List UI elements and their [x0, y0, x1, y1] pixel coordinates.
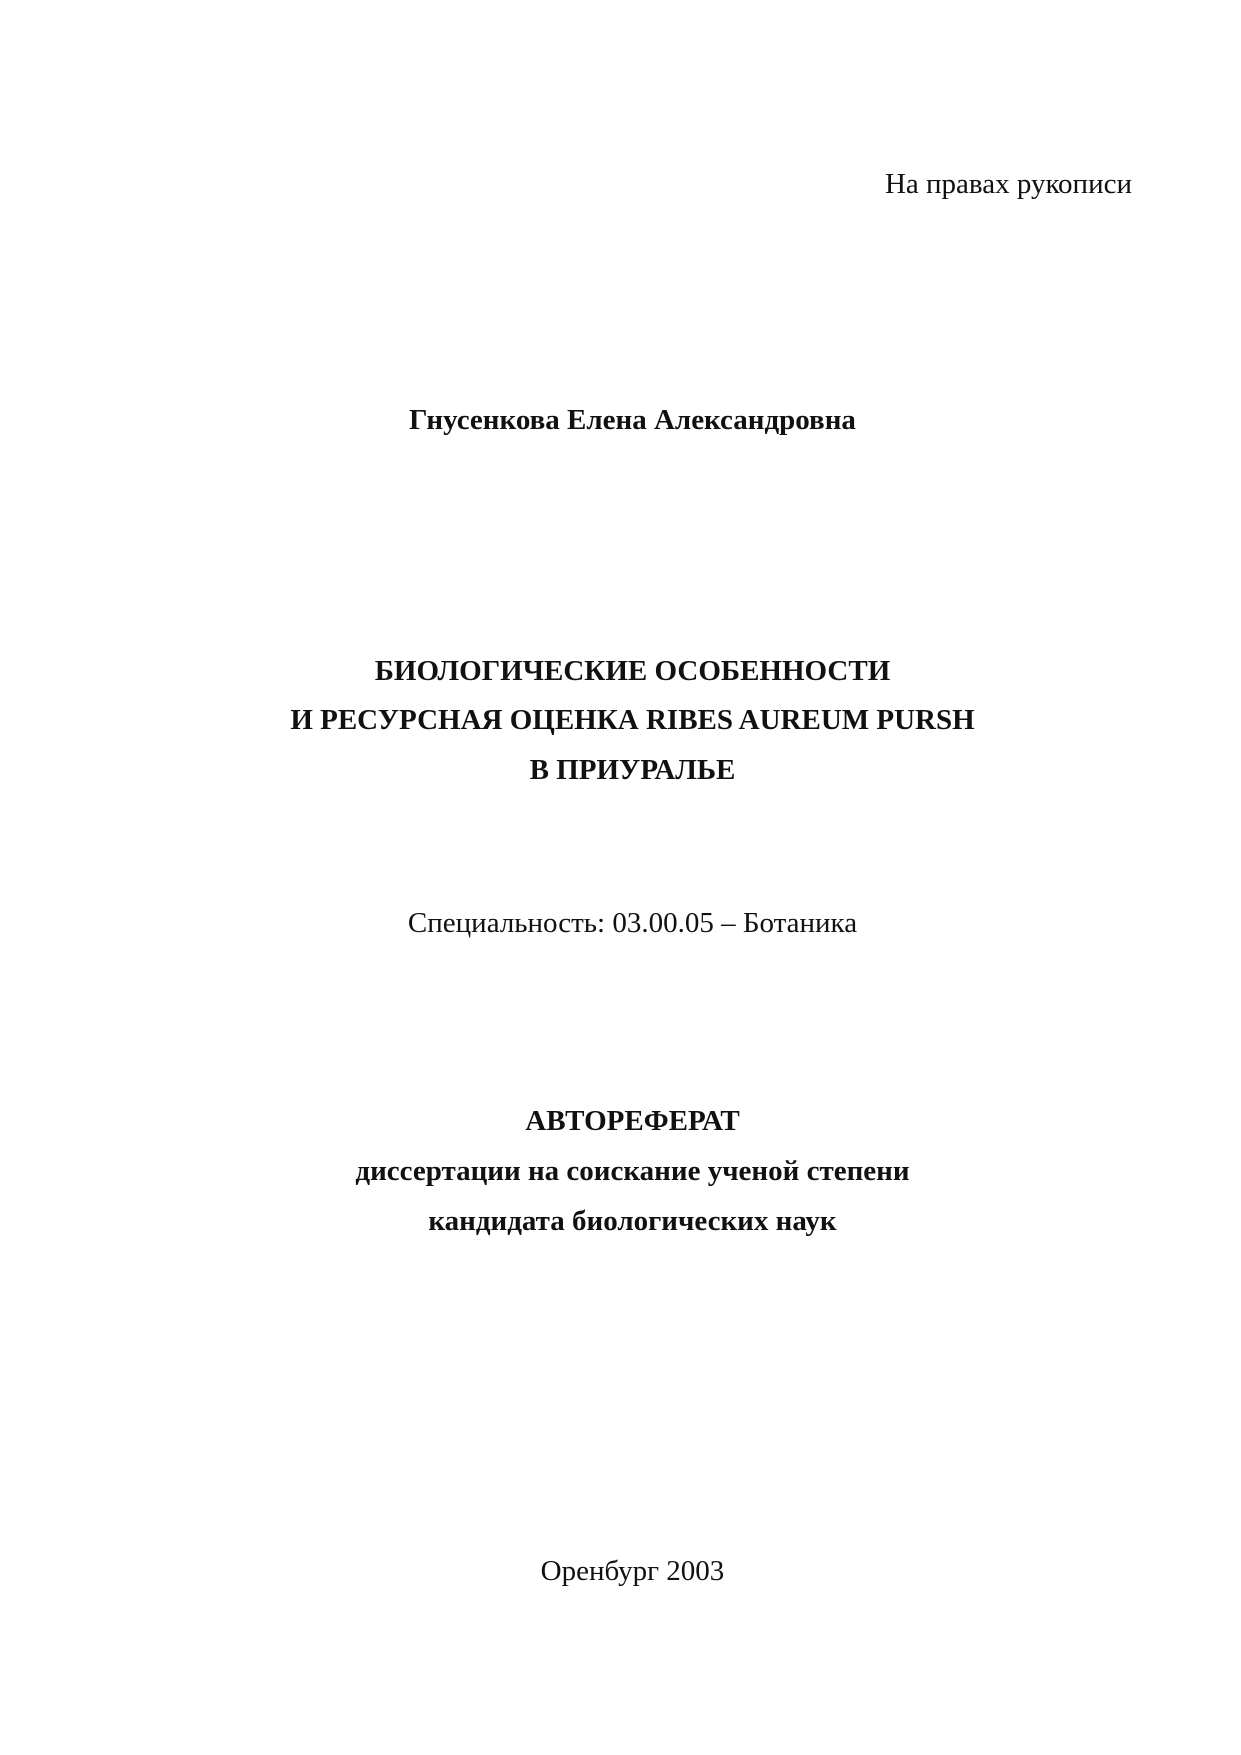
- author-name: Гнусенкова Елена Александровна: [409, 404, 856, 436]
- abstract-subtitle-line-1: диссертации на соискание ученой степени: [355, 1155, 910, 1187]
- title-line-1: БИОЛОГИЧЕСКИЕ ОСОБЕННОСТИ: [374, 655, 891, 687]
- city-year: Оренбург 2003: [540, 1555, 725, 1587]
- manuscript-rights-note: На правах рукописи: [884, 168, 1132, 200]
- specialty-line: Специальность: 03.00.05 – Ботаника: [407, 907, 858, 939]
- title-line-3: В ПРИУРАЛЬЕ: [529, 754, 736, 786]
- title-line-2: И РЕСУРСНАЯ ОЦЕНКА RIBES AUREUM PURSH: [290, 704, 975, 736]
- abstract-heading: АВТОРЕФЕРАТ: [525, 1105, 740, 1137]
- abstract-subtitle-line-2: кандидата биологических наук: [428, 1205, 837, 1237]
